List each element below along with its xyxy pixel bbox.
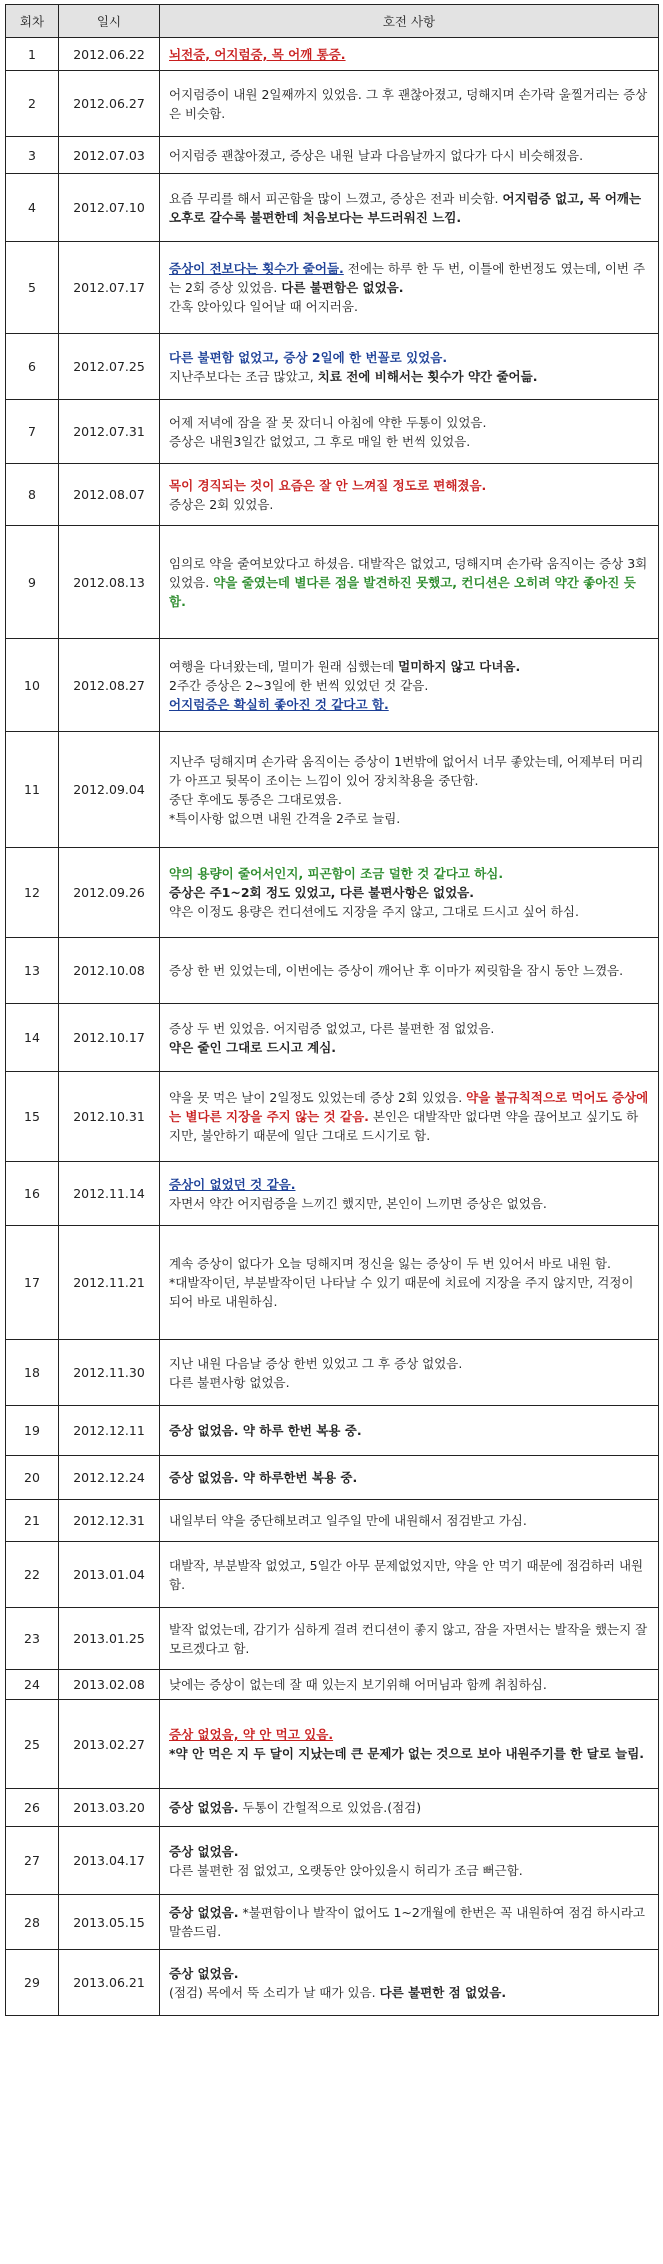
date-cell: 2013.02.27 (59, 1700, 160, 1789)
session-number-cell: 4 (6, 174, 59, 242)
session-number-cell: 11 (6, 732, 59, 848)
note-text: 간혹 앉아있다 일어날 때 어지러움. (169, 299, 358, 314)
note-text: 약의 용량이 줄어서인지, 피곤함이 조금 덜한 것 같다고 하심. (169, 866, 504, 881)
date-cell: 2013.05.15 (59, 1895, 160, 1950)
improvement-notes-cell (160, 526, 659, 639)
note-line (169, 790, 649, 809)
note-text: *불편함이나 발작이 없어도 1~2개월에 한번은 꼭 내원하여 점검 하시라고 말씀드림. (169, 1905, 645, 1939)
improvement-notes-cell (160, 1004, 659, 1072)
note-text: 증상 없었음. (169, 1905, 239, 1920)
session-number-cell: 10 (6, 639, 59, 732)
date-cell: 2012.08.07 (59, 464, 160, 526)
note-line (169, 1421, 649, 1440)
session-number-cell: 1 (6, 38, 59, 71)
note-line (169, 1798, 649, 1817)
improvement-notes-cell (160, 242, 659, 334)
note-text: 증상 없었음. 약 하루 한번 복용 중. (169, 1423, 362, 1438)
note-text: 다른 불편함은 없었음. (281, 280, 404, 295)
session-number-cell: 26 (6, 1789, 59, 1827)
improvement-notes-cell (160, 938, 659, 1004)
note-text: 2주간 증상은 2~3일에 한 번씩 있었던 것 같음. (169, 677, 429, 693)
table-row (6, 1004, 659, 1072)
note-line (169, 1468, 649, 1487)
note-text: *특이사항 없으면 내원 간격을 2주로 늘림. (169, 810, 401, 826)
note-text: 전에는 하루 한 두 번, 이틀에 한번정도 였는데, 이번 주는 2회 증상 있었음. (169, 261, 646, 295)
table-row (6, 71, 659, 137)
note-text: 어지럼증 없고, 목 어깨는 오후로 갈수록 불편한데 처음보다는 부드러워진 느낌. (169, 190, 642, 225)
date-cell: 2012.11.30 (59, 1340, 160, 1406)
session-number-cell: 3 (6, 137, 59, 174)
header-improvement-notes: 호전 사항 (160, 5, 659, 38)
table-row (6, 848, 659, 938)
improvement-notes-cell (160, 1340, 659, 1406)
session-number-cell: 28 (6, 1895, 59, 1950)
note-text: 증상이 없었던 것 같음. (169, 1176, 296, 1192)
improvement-notes-cell (160, 1700, 659, 1789)
note-line (169, 554, 649, 611)
improvement-notes-cell (160, 1226, 659, 1340)
date-cell: 2012.07.25 (59, 334, 160, 400)
note-line (169, 85, 649, 123)
improvement-notes-cell (160, 1950, 659, 2016)
table-row (6, 526, 659, 639)
improvement-notes-cell (160, 1789, 659, 1827)
note-text: 치료 전에 비해서는 횟수가 약간 줄어듦. (317, 368, 538, 384)
note-text: 자면서 약간 어지럼증을 느끼긴 했지만, 본인이 느끼면 증상은 없었음. (169, 1195, 547, 1211)
note-text: 뇌전증, 어지럼증, 목 어깨 통증. (169, 46, 346, 62)
session-number-cell: 5 (6, 242, 59, 334)
note-text: (점검) 목에서 뚝 소리가 날 때가 있음. (169, 1984, 380, 2000)
session-number-cell: 21 (6, 1500, 59, 1542)
session-number-cell: 29 (6, 1950, 59, 2016)
session-number-cell: 14 (6, 1004, 59, 1072)
note-text: 대발작, 부분발작 없었고, 5일간 아무 문제없었지만, 약을 안 먹기 때문에 점검하러 내원함. (169, 1557, 644, 1592)
note-text: *대발작이던, 부분발작이던 나타날 수 있기 때문에 치료에 지장을 주지 않지만, 걱정이 되어 바로 내원하심. (169, 1275, 634, 1309)
date-cell: 2012.10.08 (59, 938, 160, 1004)
note-text: 어제 저녁에 잠을 잘 못 잤더니 아침에 약한 두통이 있었음. (169, 414, 487, 430)
date-cell: 2012.07.31 (59, 400, 160, 464)
note-text: 증상 한 번 있었는데, 이번에는 증상이 깨어난 후 이마가 찌릿함을 잠시 동안 느꼈음. (169, 963, 624, 978)
note-text: 증상 없었음. (169, 1800, 239, 1815)
session-number-cell: 20 (6, 1456, 59, 1500)
improvement-notes-cell (160, 1608, 659, 1670)
note-line (169, 297, 649, 316)
improvement-notes-cell (160, 1827, 659, 1895)
note-text: 증상 두 번 있었음. 어지럼증 없었고, 다른 불편한 점 없었음. (169, 1020, 495, 1036)
note-line (169, 752, 649, 790)
improvement-notes-cell (160, 400, 659, 464)
session-number-cell: 15 (6, 1072, 59, 1162)
table-row (6, 242, 659, 334)
table-row (6, 1827, 659, 1895)
date-cell: 2012.09.26 (59, 848, 160, 938)
note-line (169, 695, 649, 714)
date-cell: 2013.01.25 (59, 1608, 160, 1670)
table-row (6, 464, 659, 526)
note-text: 증상 없었음. 약 하루한번 복용 중. (169, 1470, 358, 1485)
table-row (6, 1608, 659, 1670)
note-text: 계속 증상이 없다가 오늘 덩해지며 정신을 잃는 증상이 두 번 있어서 바로 내원 함. (169, 1256, 612, 1271)
improvement-notes-cell (160, 71, 659, 137)
table-row (6, 1226, 659, 1340)
note-text: 지난 내원 다음날 증상 한번 있었고 그 후 증상 없었음. (169, 1355, 463, 1371)
improvement-notes-cell (160, 1072, 659, 1162)
session-number-cell: 16 (6, 1162, 59, 1226)
note-text: 약은 줄인 그대로 드시고 계심. (169, 1039, 337, 1055)
note-line (169, 1744, 649, 1763)
table-row (6, 1670, 659, 1700)
note-line (169, 1038, 649, 1057)
improvement-notes-cell (160, 848, 659, 938)
note-line (169, 413, 649, 432)
table-row (6, 1072, 659, 1162)
improvement-notes-cell (160, 639, 659, 732)
table-row (6, 1950, 659, 2016)
table-row (6, 1700, 659, 1789)
table-row (6, 1406, 659, 1456)
table-row (6, 174, 659, 242)
note-line (169, 1675, 649, 1694)
improvement-notes-cell (160, 464, 659, 526)
note-line (169, 657, 649, 676)
session-number-cell: 25 (6, 1700, 59, 1789)
note-text: 약을 못 먹은 날이 2일정도 있었는데 증상 2회 있었음. (169, 1090, 467, 1105)
note-text: 증상 없었음. (169, 1843, 239, 1859)
note-line (169, 1964, 649, 1983)
session-number-cell: 24 (6, 1670, 59, 1700)
improvement-notes-cell (160, 38, 659, 71)
note-text: 증상 없었음. (169, 1965, 239, 1981)
session-number-cell: 23 (6, 1608, 59, 1670)
improvement-notes-cell (160, 174, 659, 242)
note-line (169, 1620, 649, 1658)
date-cell: 2013.02.08 (59, 1670, 160, 1700)
table-row (6, 1542, 659, 1608)
note-line (169, 1983, 649, 2002)
session-number-cell: 6 (6, 334, 59, 400)
note-line (169, 1019, 649, 1038)
note-text: 증상은 주1~2회 정도 있었고, 다른 불편사항은 없었음. (169, 885, 474, 900)
note-text: 목이 경직되는 것이 요즘은 잘 안 느껴질 정도로 편해졌음. (169, 477, 487, 493)
date-cell: 2012.07.10 (59, 174, 160, 242)
table-row (6, 639, 659, 732)
date-cell: 2013.03.20 (59, 1789, 160, 1827)
improvement-notes-cell (160, 1670, 659, 1700)
note-line (169, 809, 649, 828)
improvement-notes-cell (160, 137, 659, 174)
date-cell: 2013.06.21 (59, 1950, 160, 2016)
session-number-cell: 22 (6, 1542, 59, 1608)
note-line (169, 146, 649, 165)
improvement-notes-cell (160, 1542, 659, 1608)
table-row (6, 1456, 659, 1500)
session-number-cell: 7 (6, 400, 59, 464)
note-text: 중단 후에도 통증은 그대로였음. (169, 791, 342, 807)
date-cell: 2012.12.31 (59, 1500, 160, 1542)
date-cell: 2012.12.24 (59, 1456, 160, 1500)
table-row (6, 400, 659, 464)
note-text: 약을 불규칙적으로 먹어도 증상에는 별다른 지장을 주지 않는 것 같음. (169, 1090, 649, 1124)
table-row (6, 1789, 659, 1827)
table-row (6, 137, 659, 174)
note-line (169, 1556, 649, 1594)
header-row (6, 5, 659, 38)
note-text: 여행을 다녀왔는데, 멀미가 원래 심했는데 (169, 658, 399, 674)
date-cell: 2012.10.17 (59, 1004, 160, 1072)
session-number-cell: 19 (6, 1406, 59, 1456)
note-line (169, 961, 649, 980)
note-text: 본인은 대발작만 없다면 약을 끊어보고 싶기도 하지만, 불안하기 때문에 일단 그대로 드시기로 함. (169, 1109, 639, 1143)
note-line (169, 864, 649, 883)
table-row (6, 732, 659, 848)
date-cell: 2012.06.27 (59, 71, 160, 137)
note-text: 다른 불편함 없었고, 증상 2일에 한 번꼴로 있었음. (169, 349, 448, 365)
note-line (169, 45, 649, 64)
header-date: 일시 (59, 5, 160, 38)
note-text: 내일부터 약을 중단해보려고 일주일 만에 내원해서 점검받고 가심. (169, 1513, 527, 1528)
date-cell: 2013.04.17 (59, 1827, 160, 1895)
session-number-cell: 8 (6, 464, 59, 526)
table-row (6, 334, 659, 400)
table-row (6, 1895, 659, 1950)
note-line (169, 902, 649, 921)
note-text: 약은 이정도 용량은 컨디션에도 지장을 주지 않고, 그대로 드시고 싶어 하심. (169, 904, 579, 919)
improvement-notes-cell (160, 1500, 659, 1542)
header-session-number: 회차 (6, 5, 59, 38)
note-line (169, 1175, 649, 1194)
date-cell: 2012.10.31 (59, 1072, 160, 1162)
improvement-notes-cell (160, 1895, 659, 1950)
table-row (6, 38, 659, 71)
improvement-notes-cell (160, 1406, 659, 1456)
date-cell: 2012.06.22 (59, 38, 160, 71)
date-cell: 2012.08.13 (59, 526, 160, 639)
date-cell: 2012.11.14 (59, 1162, 160, 1226)
note-line (169, 1194, 649, 1213)
note-line (169, 676, 649, 695)
note-line (169, 1511, 649, 1530)
improvement-notes-cell (160, 732, 659, 848)
note-line (169, 495, 649, 514)
note-line (169, 189, 649, 227)
note-line (169, 1254, 649, 1273)
table-row (6, 1500, 659, 1542)
date-cell: 2012.12.11 (59, 1406, 160, 1456)
note-text: 두통이 간헐적으로 있었음.(점검) (238, 1800, 422, 1815)
note-line (169, 476, 649, 495)
session-number-cell: 13 (6, 938, 59, 1004)
note-text: 멀미하지 않고 다녀옴. (398, 658, 521, 674)
note-line (169, 1861, 649, 1880)
note-line (169, 1842, 649, 1861)
note-text: 지난주보다는 조금 많았고, (169, 368, 318, 384)
note-text: 어지럼증 괜찮아졌고, 증상은 내원 날과 다음날까지 없다가 다시 비슷해졌음. (169, 147, 584, 163)
improvement-notes-cell (160, 334, 659, 400)
note-line (169, 1373, 649, 1392)
session-number-cell: 17 (6, 1226, 59, 1340)
note-line (169, 348, 649, 367)
treatment-log-table (5, 4, 659, 2016)
table-row (6, 1162, 659, 1226)
note-line (169, 1088, 649, 1145)
date-cell: 2013.01.04 (59, 1542, 160, 1608)
note-text: 증상이 전보다는 횟수가 줄어듦. (169, 261, 344, 276)
table-row (6, 938, 659, 1004)
note-line (169, 432, 649, 451)
note-line (169, 1273, 649, 1311)
note-text: 다른 불편한 점 없었음. (379, 1984, 507, 2000)
session-number-cell: 18 (6, 1340, 59, 1406)
note-text: 낮에는 증상이 없는데 잘 때 있는지 보기위해 어머님과 함께 취침하심. (169, 1677, 547, 1692)
note-text: 지난주 덩해지며 손가락 움직이는 증상이 1번밖에 없어서 너무 좋았는데, 어제부터 머리가 아프고 뒷목이 조이는 느낌이 있어 장치착용을 중단함. (169, 753, 644, 788)
improvement-notes-cell (160, 1456, 659, 1500)
note-text: 약을 줄였는데 별다른 점을 발견하진 못했고, 컨디션은 오히려 약간 좋아진 듯함. (169, 574, 636, 609)
note-text: 요즘 무리를 해서 피곤함을 많이 느꼈고, 증상은 전과 비슷함. (169, 190, 503, 206)
improvement-notes-cell (160, 1162, 659, 1226)
date-cell: 2012.11.21 (59, 1226, 160, 1340)
date-cell: 2012.07.17 (59, 242, 160, 334)
note-text: 다른 불편사항 없었음. (169, 1374, 290, 1390)
note-text: 증상은 2회 있었음. (169, 496, 274, 512)
table-row (6, 1340, 659, 1406)
note-text: 증상 없었음, 약 안 먹고 있음. (169, 1727, 334, 1742)
date-cell: 2012.08.27 (59, 639, 160, 732)
note-text: 다른 불편한 점 없었고, 오랫동안 앉아있을시 허리가 조금 뻐근함. (169, 1862, 523, 1878)
note-text: 어지럼증은 확실히 좋아진 것 같다고 함. (169, 696, 389, 712)
note-line (169, 259, 649, 297)
date-cell: 2012.09.04 (59, 732, 160, 848)
note-line (169, 1903, 649, 1941)
note-text: 발작 없었는데, 감기가 심하게 걸려 컨디션이 좋지 않고, 잠을 자면서는 발작을 했는지 잘 모르겠다고 함. (169, 1621, 648, 1656)
note-text: 어지럼증이 내원 2일째까지 있었음. 그 후 괜찮아졌고, 덩해지며 손가락 울찔거리는 증상은 비슷함. (169, 86, 648, 121)
note-line (169, 1725, 649, 1744)
note-text: 증상은 내원3일간 없었고, 그 후로 매일 한 번씩 있었음. (169, 433, 471, 449)
note-text: 임의로 약을 줄여보았다고 하셨음. 대발작은 없었고, 덩해지며 손가락 움직이는 증상 3회 있었음. (169, 555, 648, 590)
note-line (169, 1354, 649, 1373)
session-number-cell: 9 (6, 526, 59, 639)
date-cell: 2012.07.03 (59, 137, 160, 174)
session-number-cell: 12 (6, 848, 59, 938)
session-number-cell: 27 (6, 1827, 59, 1895)
note-line (169, 883, 649, 902)
note-line (169, 367, 649, 386)
note-text: *약 안 먹은 지 두 달이 지났는데 큰 문제가 없는 것으로 보아 내원주기를 한 달로 늘림. (169, 1746, 645, 1761)
session-number-cell: 2 (6, 71, 59, 137)
